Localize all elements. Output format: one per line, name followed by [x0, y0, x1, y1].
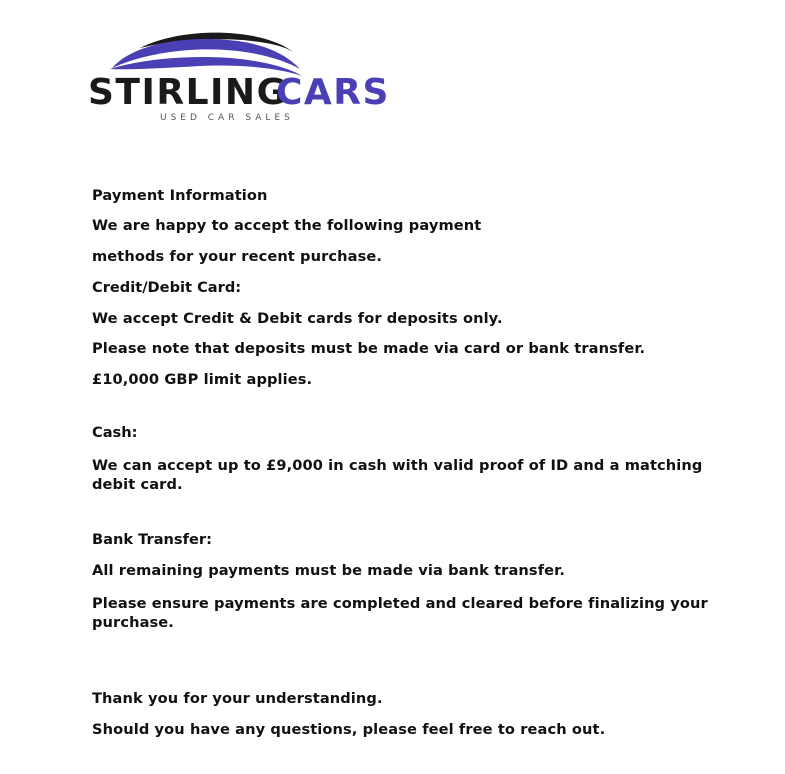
credit-debit-line-3: £10,000 GBP limit applies. [92, 370, 313, 388]
cash-line-1: We can accept up to £9,000 in cash with valid proof of ID and a matching debit card. [92, 456, 703, 494]
logo-brand-primary: STIRLING [88, 72, 288, 113]
closing-line-1: Thank you for your understanding. [92, 690, 383, 708]
car-silhouette-logo [88, 24, 398, 124]
intro-line-1: We are happy to accept the following payment [92, 217, 482, 235]
intro-line-2: methods for your recent purchase. [92, 247, 383, 265]
logo-tagline: USED CAR SALES [160, 113, 294, 123]
credit-debit-line-1: We accept Credit & Debit cards for deposits only. [92, 309, 503, 327]
bank-transfer-line-2: Please ensure payments are completed and cleared before finalizing your purchase. [92, 594, 708, 631]
document-body [92, 188, 712, 752]
closing-spacer [92, 647, 712, 691]
closing-line-2: Should you have any questions, please feel free to reach out. [92, 720, 606, 738]
section-heading-cash: Cash: [92, 423, 138, 441]
company-logo [88, 24, 398, 124]
section-heading-bank-transfer: Bank Transfer: [92, 531, 212, 549]
section-spacer-bank-transfer [92, 509, 712, 531]
section-spacer-cash [92, 402, 712, 424]
bank-transfer-line-1: All remaining payments must be made via bank transfer. [92, 562, 565, 580]
credit-debit-line-2: Please note that deposits must be made via card or bank transfer. [92, 340, 646, 358]
logo-brand-secondary: CARS [276, 72, 390, 113]
page-title: Payment Information [92, 187, 268, 204]
section-heading-credit-debit-card: Credit/Debit Card: [92, 278, 242, 296]
